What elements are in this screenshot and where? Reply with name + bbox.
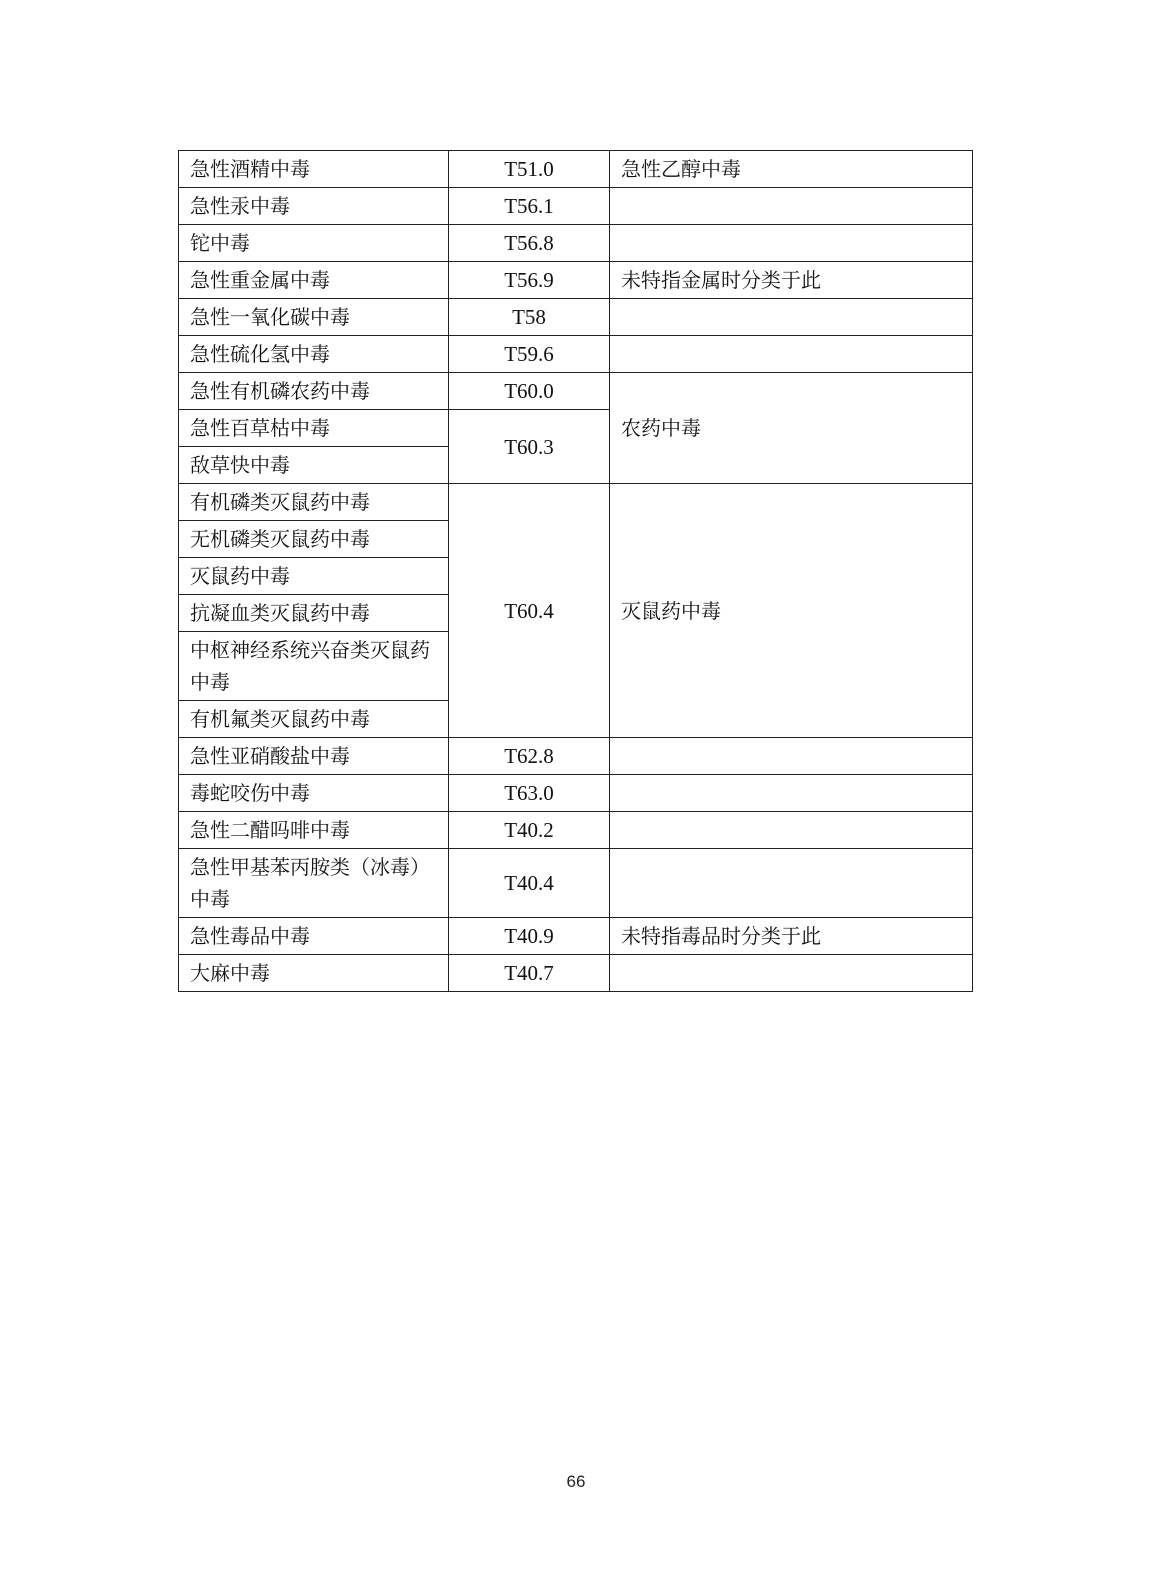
condition-name-cell: 有机磷类灭鼠药中毒 [179, 484, 449, 521]
icd-code-cell: T56.8 [449, 225, 610, 262]
condition-name-cell: 急性一氧化碳中毒 [179, 299, 449, 336]
icd-code-cell: T63.0 [449, 775, 610, 812]
condition-name-cell: 有机氟类灭鼠药中毒 [179, 701, 449, 738]
icd-code-cell: T56.1 [449, 188, 610, 225]
note-cell [610, 812, 973, 849]
icd-code-cell: T40.7 [449, 955, 610, 992]
condition-name-cell: 铊中毒 [179, 225, 449, 262]
table-row [179, 299, 973, 336]
table-row [179, 812, 973, 849]
icd-code-cell: T60.3 [449, 410, 610, 484]
table-row [179, 849, 973, 918]
icd-code-cell: T56.9 [449, 262, 610, 299]
condition-name-cell: 毒蛇咬伤中毒 [179, 775, 449, 812]
table-row [179, 955, 973, 992]
condition-name-cell: 急性甲基苯丙胺类（冰毒）中毒 [179, 849, 449, 918]
note-cell: 农药中毒 [610, 373, 973, 484]
icd-code-cell: T40.2 [449, 812, 610, 849]
icd-code-cell: T59.6 [449, 336, 610, 373]
table-row [179, 918, 973, 955]
page-number: 66 [566, 1472, 586, 1491]
condition-name-cell: 灭鼠药中毒 [179, 558, 449, 595]
table-row [179, 188, 973, 225]
note-cell [610, 955, 973, 992]
condition-name-cell: 急性毒品中毒 [179, 918, 449, 955]
icd-code-cell: T40.9 [449, 918, 610, 955]
condition-name-cell: 大麻中毒 [179, 955, 449, 992]
condition-name-cell: 急性硫化氢中毒 [179, 336, 449, 373]
icd-code-cell: T51.0 [449, 151, 610, 188]
table-row [179, 225, 973, 262]
note-cell: 灭鼠药中毒 [610, 484, 973, 738]
condition-name-cell: 无机磷类灭鼠药中毒 [179, 521, 449, 558]
table-row [179, 336, 973, 373]
icd-code-cell: T60.0 [449, 373, 610, 410]
note-cell [610, 738, 973, 775]
note-cell: 未特指金属时分类于此 [610, 262, 973, 299]
condition-name-cell: 急性二醋吗啡中毒 [179, 812, 449, 849]
note-cell [610, 188, 973, 225]
note-cell: 急性乙醇中毒 [610, 151, 973, 188]
condition-name-cell: 急性酒精中毒 [179, 151, 449, 188]
note-cell: 未特指毒品时分类于此 [610, 918, 973, 955]
icd-code-cell: T40.4 [449, 849, 610, 918]
condition-name-cell: 急性重金属中毒 [179, 262, 449, 299]
note-cell [610, 336, 973, 373]
icd-code-cell: T62.8 [449, 738, 610, 775]
condition-name-cell: 中枢神经系统兴奋类灭鼠药中毒 [179, 632, 449, 701]
table-row [179, 738, 973, 775]
poisoning-code-table [178, 150, 973, 992]
table-row [179, 484, 973, 521]
table-row [179, 151, 973, 188]
condition-name-cell: 急性汞中毒 [179, 188, 449, 225]
note-cell [610, 225, 973, 262]
condition-name-cell: 抗凝血类灭鼠药中毒 [179, 595, 449, 632]
condition-name-cell: 急性百草枯中毒 [179, 410, 449, 447]
note-cell [610, 775, 973, 812]
table-row [179, 262, 973, 299]
table-row [179, 373, 973, 410]
condition-name-cell: 急性有机磷农药中毒 [179, 373, 449, 410]
table-row [179, 775, 973, 812]
note-cell [610, 849, 973, 918]
note-cell [610, 299, 973, 336]
condition-name-cell: 急性亚硝酸盐中毒 [179, 738, 449, 775]
icd-code-cell: T60.4 [449, 484, 610, 738]
condition-name-cell: 敌草快中毒 [179, 447, 449, 484]
icd-code-cell: T58 [449, 299, 610, 336]
